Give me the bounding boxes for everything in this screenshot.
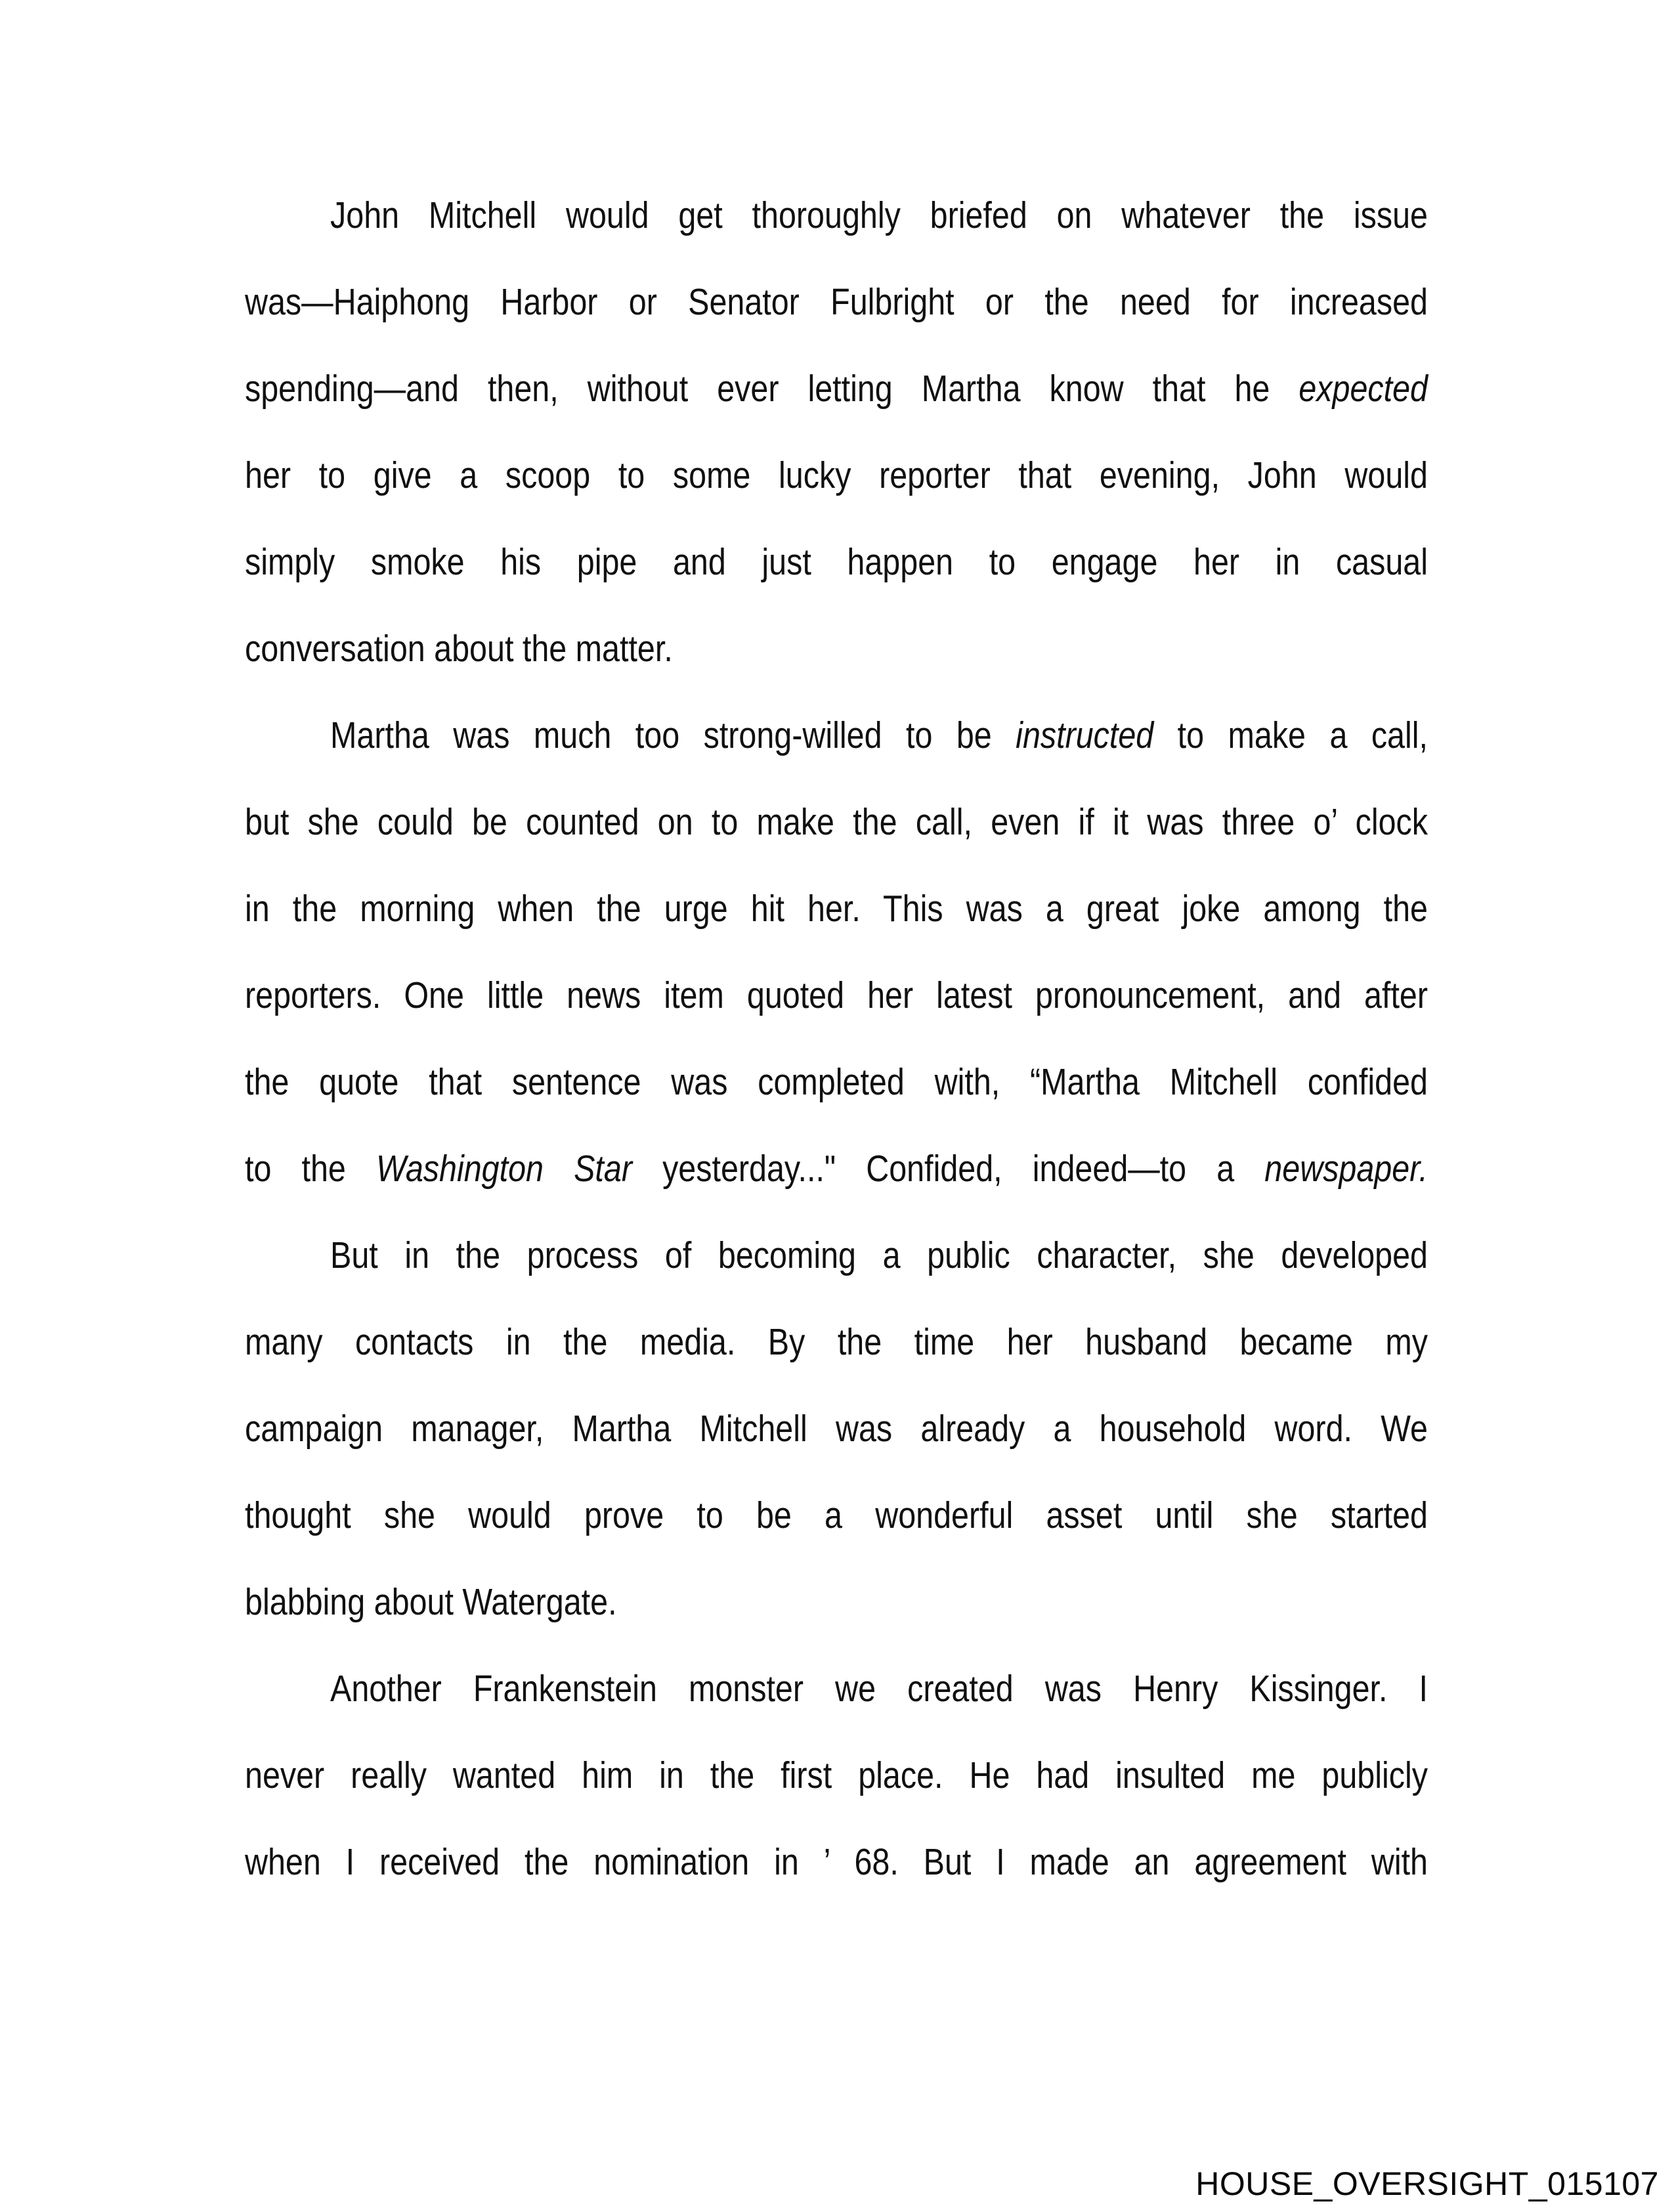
text-line xyxy=(245,432,1428,519)
text-run: the quote that sentence was completed with, “Martha Mitchell confided xyxy=(245,1061,1428,1103)
text-run: never really wanted him in the first place. He had insulted me publicly xyxy=(245,1754,1428,1796)
text-line xyxy=(245,952,1428,1039)
text-run: when I received the nomination in ’ 68. But I made an agreement with xyxy=(245,1841,1428,1883)
text-run: yesterday..." Confided, indeed—to a xyxy=(632,1148,1265,1190)
italic-text-run: instructed xyxy=(1016,714,1154,756)
text-run: campaign manager, Martha Mitchell was already a household word. We xyxy=(245,1408,1428,1450)
text-line xyxy=(245,1819,1428,1905)
text-line xyxy=(245,1645,1428,1732)
paragraph-3 xyxy=(245,1212,1428,1645)
text-line xyxy=(245,605,1428,692)
paragraph-1 xyxy=(245,172,1428,692)
italic-text-run: expected xyxy=(1298,368,1428,410)
text-line xyxy=(245,345,1428,432)
text-line xyxy=(245,1732,1428,1819)
text-run: but she could be counted on to make the call, even if it was three o’ clock xyxy=(245,801,1428,843)
text-run: thought she would prove to be a wonderful asset until she started xyxy=(245,1494,1428,1536)
text-line xyxy=(245,259,1428,345)
text-run: was—Haiphong Harbor or Senator Fulbright or the need for increased xyxy=(245,281,1428,323)
text-line xyxy=(245,1472,1428,1559)
bates-stamp: HOUSE_OVERSIGHT_015107 xyxy=(1195,2165,1659,2202)
text-run: to the xyxy=(245,1148,377,1190)
text-run: to make a call, xyxy=(1153,714,1428,756)
text-run: spending—and then, without ever letting Martha know that he xyxy=(245,368,1299,410)
text-run: her to give a scoop to some lucky reporter that evening, John would xyxy=(245,454,1428,496)
text-line xyxy=(245,1039,1428,1125)
text-line xyxy=(245,779,1428,865)
text-run: reporters. One little news item quoted her latest pronouncement, and after xyxy=(245,974,1428,1016)
text-line xyxy=(245,865,1428,952)
text-line xyxy=(245,1299,1428,1385)
italic-text-run: Washington Star xyxy=(376,1148,632,1190)
text-run: many contacts in the media. By the time her husband became my xyxy=(245,1321,1428,1363)
text-line xyxy=(245,692,1428,779)
text-run: Another Frankenstein monster we created was Henry Kissinger. I xyxy=(330,1668,1428,1710)
text-line xyxy=(245,1125,1428,1212)
text-line xyxy=(245,1212,1428,1299)
text-line xyxy=(245,172,1428,259)
text-run: But in the process of becoming a public character, she developed xyxy=(330,1234,1428,1276)
text-line xyxy=(245,1385,1428,1472)
text-run: John Mitchell would get thoroughly briefed on whatever the issue xyxy=(330,194,1428,236)
text-line xyxy=(245,1559,1428,1645)
text-run: blabbing about Watergate. xyxy=(245,1581,617,1623)
text-run: Martha was much too strong-willed to be xyxy=(330,714,1016,756)
text-run: simply smoke his pipe and just happen to engage her in casual xyxy=(245,541,1428,583)
text-run: in the morning when the urge hit her. This was a great joke among the xyxy=(245,888,1428,930)
paragraph-2 xyxy=(245,692,1428,1212)
paragraph-4 xyxy=(245,1645,1428,1905)
text-block xyxy=(245,172,1428,1905)
text-run: conversation about the matter. xyxy=(245,628,673,670)
text-line xyxy=(245,519,1428,605)
italic-text-run: newspaper. xyxy=(1264,1148,1428,1190)
